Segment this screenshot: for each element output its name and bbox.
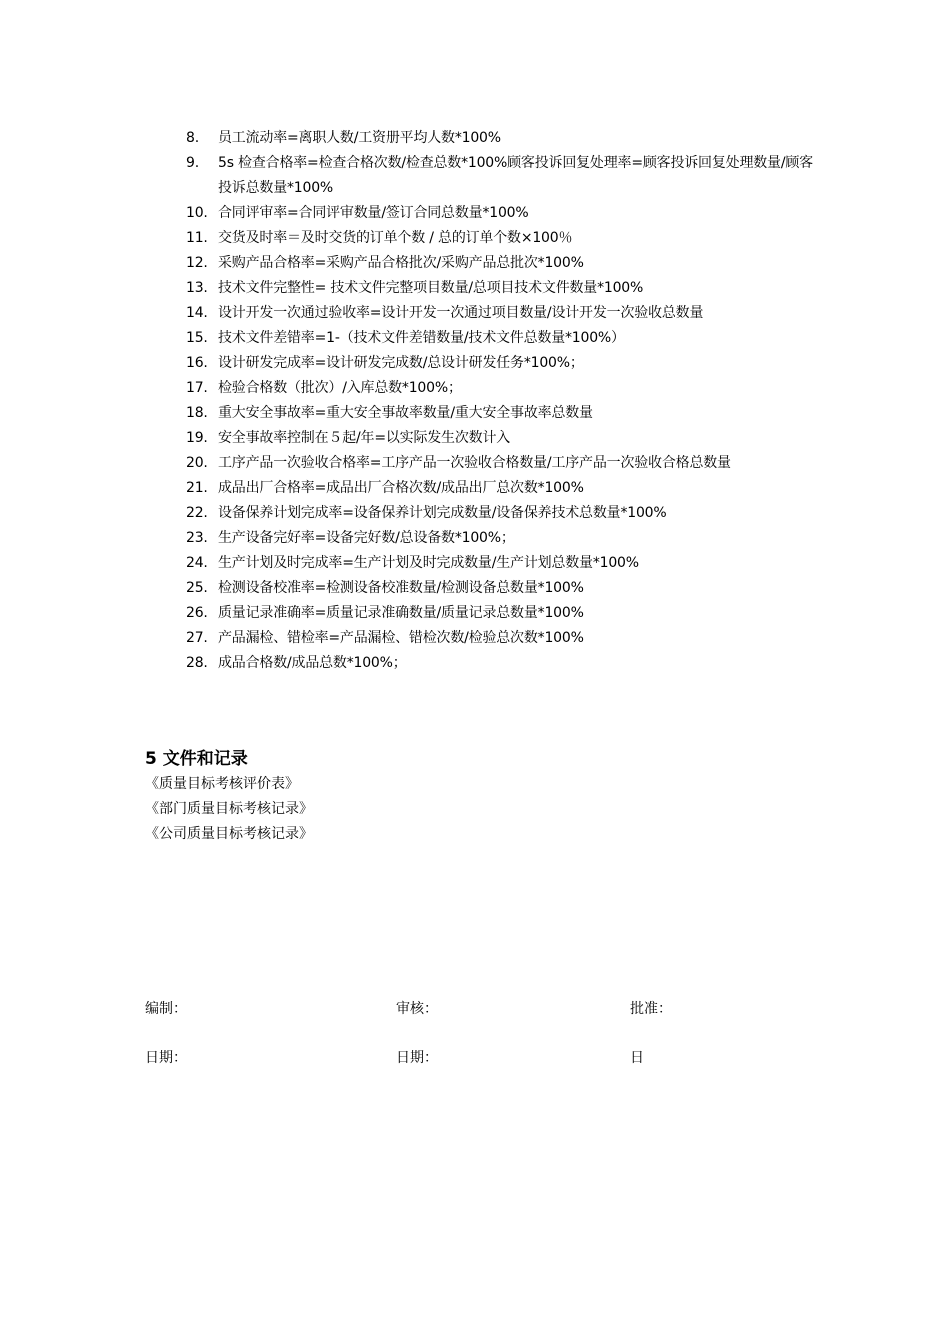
item-text: 工序产品一次验收合格率=工序产品一次验收合格数量/工序产品一次验收合格总数量: [218, 455, 731, 471]
item-text: 设计开发一次通过验收率=设计开发一次通过项目数量/设计开发一次验收总数量: [218, 305, 704, 321]
item-text: 采购产品合格率=采购产品合格批次/采购产品总批次*100%: [218, 255, 584, 271]
date-label-review: 日期：: [396, 1050, 438, 1066]
list-item: [186, 551, 816, 576]
item-text: 合同评审率=合同评审数量/签订合同总数量*100%: [218, 205, 529, 221]
item-text: 设计研发完成率=设计研发完成数/总设计研发任务*100%；: [218, 355, 584, 371]
list-item: [186, 451, 816, 476]
documents-section: [145, 746, 805, 847]
list-item: [186, 401, 816, 426]
item-number: 16.: [186, 355, 208, 371]
list-item: [186, 351, 816, 376]
item-number: 8.: [186, 130, 199, 146]
approve-label: 批准：: [630, 1001, 672, 1017]
item-number: 10.: [186, 205, 208, 221]
list-item: [186, 526, 816, 551]
item-number: 9.: [186, 155, 199, 171]
formula-list: [186, 126, 816, 676]
list-item: [186, 151, 816, 201]
item-number: 15.: [186, 330, 208, 346]
list-item: [186, 226, 816, 251]
item-text: 重大安全事故率=重大安全事故率数量/重大安全事故率总数量: [218, 405, 593, 421]
list-item: [186, 501, 816, 526]
review-label: 审核：: [396, 1001, 438, 1017]
item-text: 产品漏检、错检率=产品漏检、错检次数/检验总次数*100%: [218, 630, 584, 646]
record-item: 《公司质量目标考核记录》: [145, 826, 313, 842]
list-item: [186, 601, 816, 626]
item-number: 27.: [186, 630, 208, 646]
date-label-compile: 日期：: [145, 1050, 187, 1066]
item-text: 员工流动率=离职人数/工资册平均人数*100%: [218, 130, 501, 146]
list-item: [186, 626, 816, 651]
item-number: 17.: [186, 380, 208, 396]
item-text: 技术文件差错率=1-（技术文件差错数量/技术文件总数量*100%）: [218, 330, 625, 346]
item-text: 成品合格数/成品总数*100%；: [218, 655, 407, 671]
list-item: [186, 576, 816, 601]
item-number: 19.: [186, 430, 208, 446]
item-number: 28.: [186, 655, 208, 671]
item-text: 技术文件完整性= 技术文件完整项目数量/总项目技术文件数量*100%: [218, 280, 644, 296]
item-text: 成品出厂合格率=成品出厂合格次数/成品出厂总次数*100%: [218, 480, 584, 496]
item-text: 生产设备完好率=设备完好数/总设备数*100%；: [218, 530, 515, 546]
item-text: 质量记录准确率=质量记录准确数量/质量记录总数量*100%: [218, 605, 584, 621]
item-text: 检验合格数（批次）/入库总数*100%；: [218, 380, 462, 396]
date-label-approve: 日: [630, 1050, 644, 1066]
item-number: 21.: [186, 480, 208, 496]
list-item: [186, 426, 816, 451]
item-text: 生产计划及时完成率=生产计划及时完成数量/生产计划总数量*100%: [218, 555, 639, 571]
item-number: 26.: [186, 605, 208, 621]
list-item: [186, 276, 816, 301]
item-text: 安全事故率控制在５起/年=以实际发生次数计入: [218, 430, 511, 446]
record-item: 《质量目标考核评价表》: [145, 776, 299, 792]
item-text: 设备保养计划完成率=设备保养计划完成数量/设备保养技术总数量*100%: [218, 505, 667, 521]
item-text: 交货及时率＝及时交货的订单个数 / 总的订单个数×100％: [218, 230, 573, 246]
list-item: [186, 326, 816, 351]
list-item: [186, 201, 816, 226]
item-number: 25.: [186, 580, 208, 596]
item-number: 22.: [186, 505, 208, 521]
item-number: 12.: [186, 255, 208, 271]
section-title: 5 文件和记录: [145, 749, 248, 769]
item-number: 23.: [186, 530, 208, 546]
record-item: 《部门质量目标考核记录》: [145, 801, 313, 817]
list-item: [186, 476, 816, 501]
list-item: [186, 651, 816, 676]
item-text: 检测设备校准率=检测设备校准数量/检测设备总数量*100%: [218, 580, 584, 596]
item-number: 14.: [186, 305, 208, 321]
list-item: [186, 376, 816, 401]
item-text: 5s 检查合格率=检查合格次数/检查总数*100%顾客投诉回复处理率=顾客投诉回复处理数量/顾客投诉总数量*100%: [218, 155, 813, 196]
item-number: 24.: [186, 555, 208, 571]
list-item: [186, 251, 816, 276]
item-number: 20.: [186, 455, 208, 471]
item-number: 11.: [186, 230, 208, 246]
list-item: [186, 126, 816, 151]
item-number: 13.: [186, 280, 208, 296]
item-number: 18.: [186, 405, 208, 421]
compile-label: 编制：: [145, 1001, 187, 1017]
list-item: [186, 301, 816, 326]
